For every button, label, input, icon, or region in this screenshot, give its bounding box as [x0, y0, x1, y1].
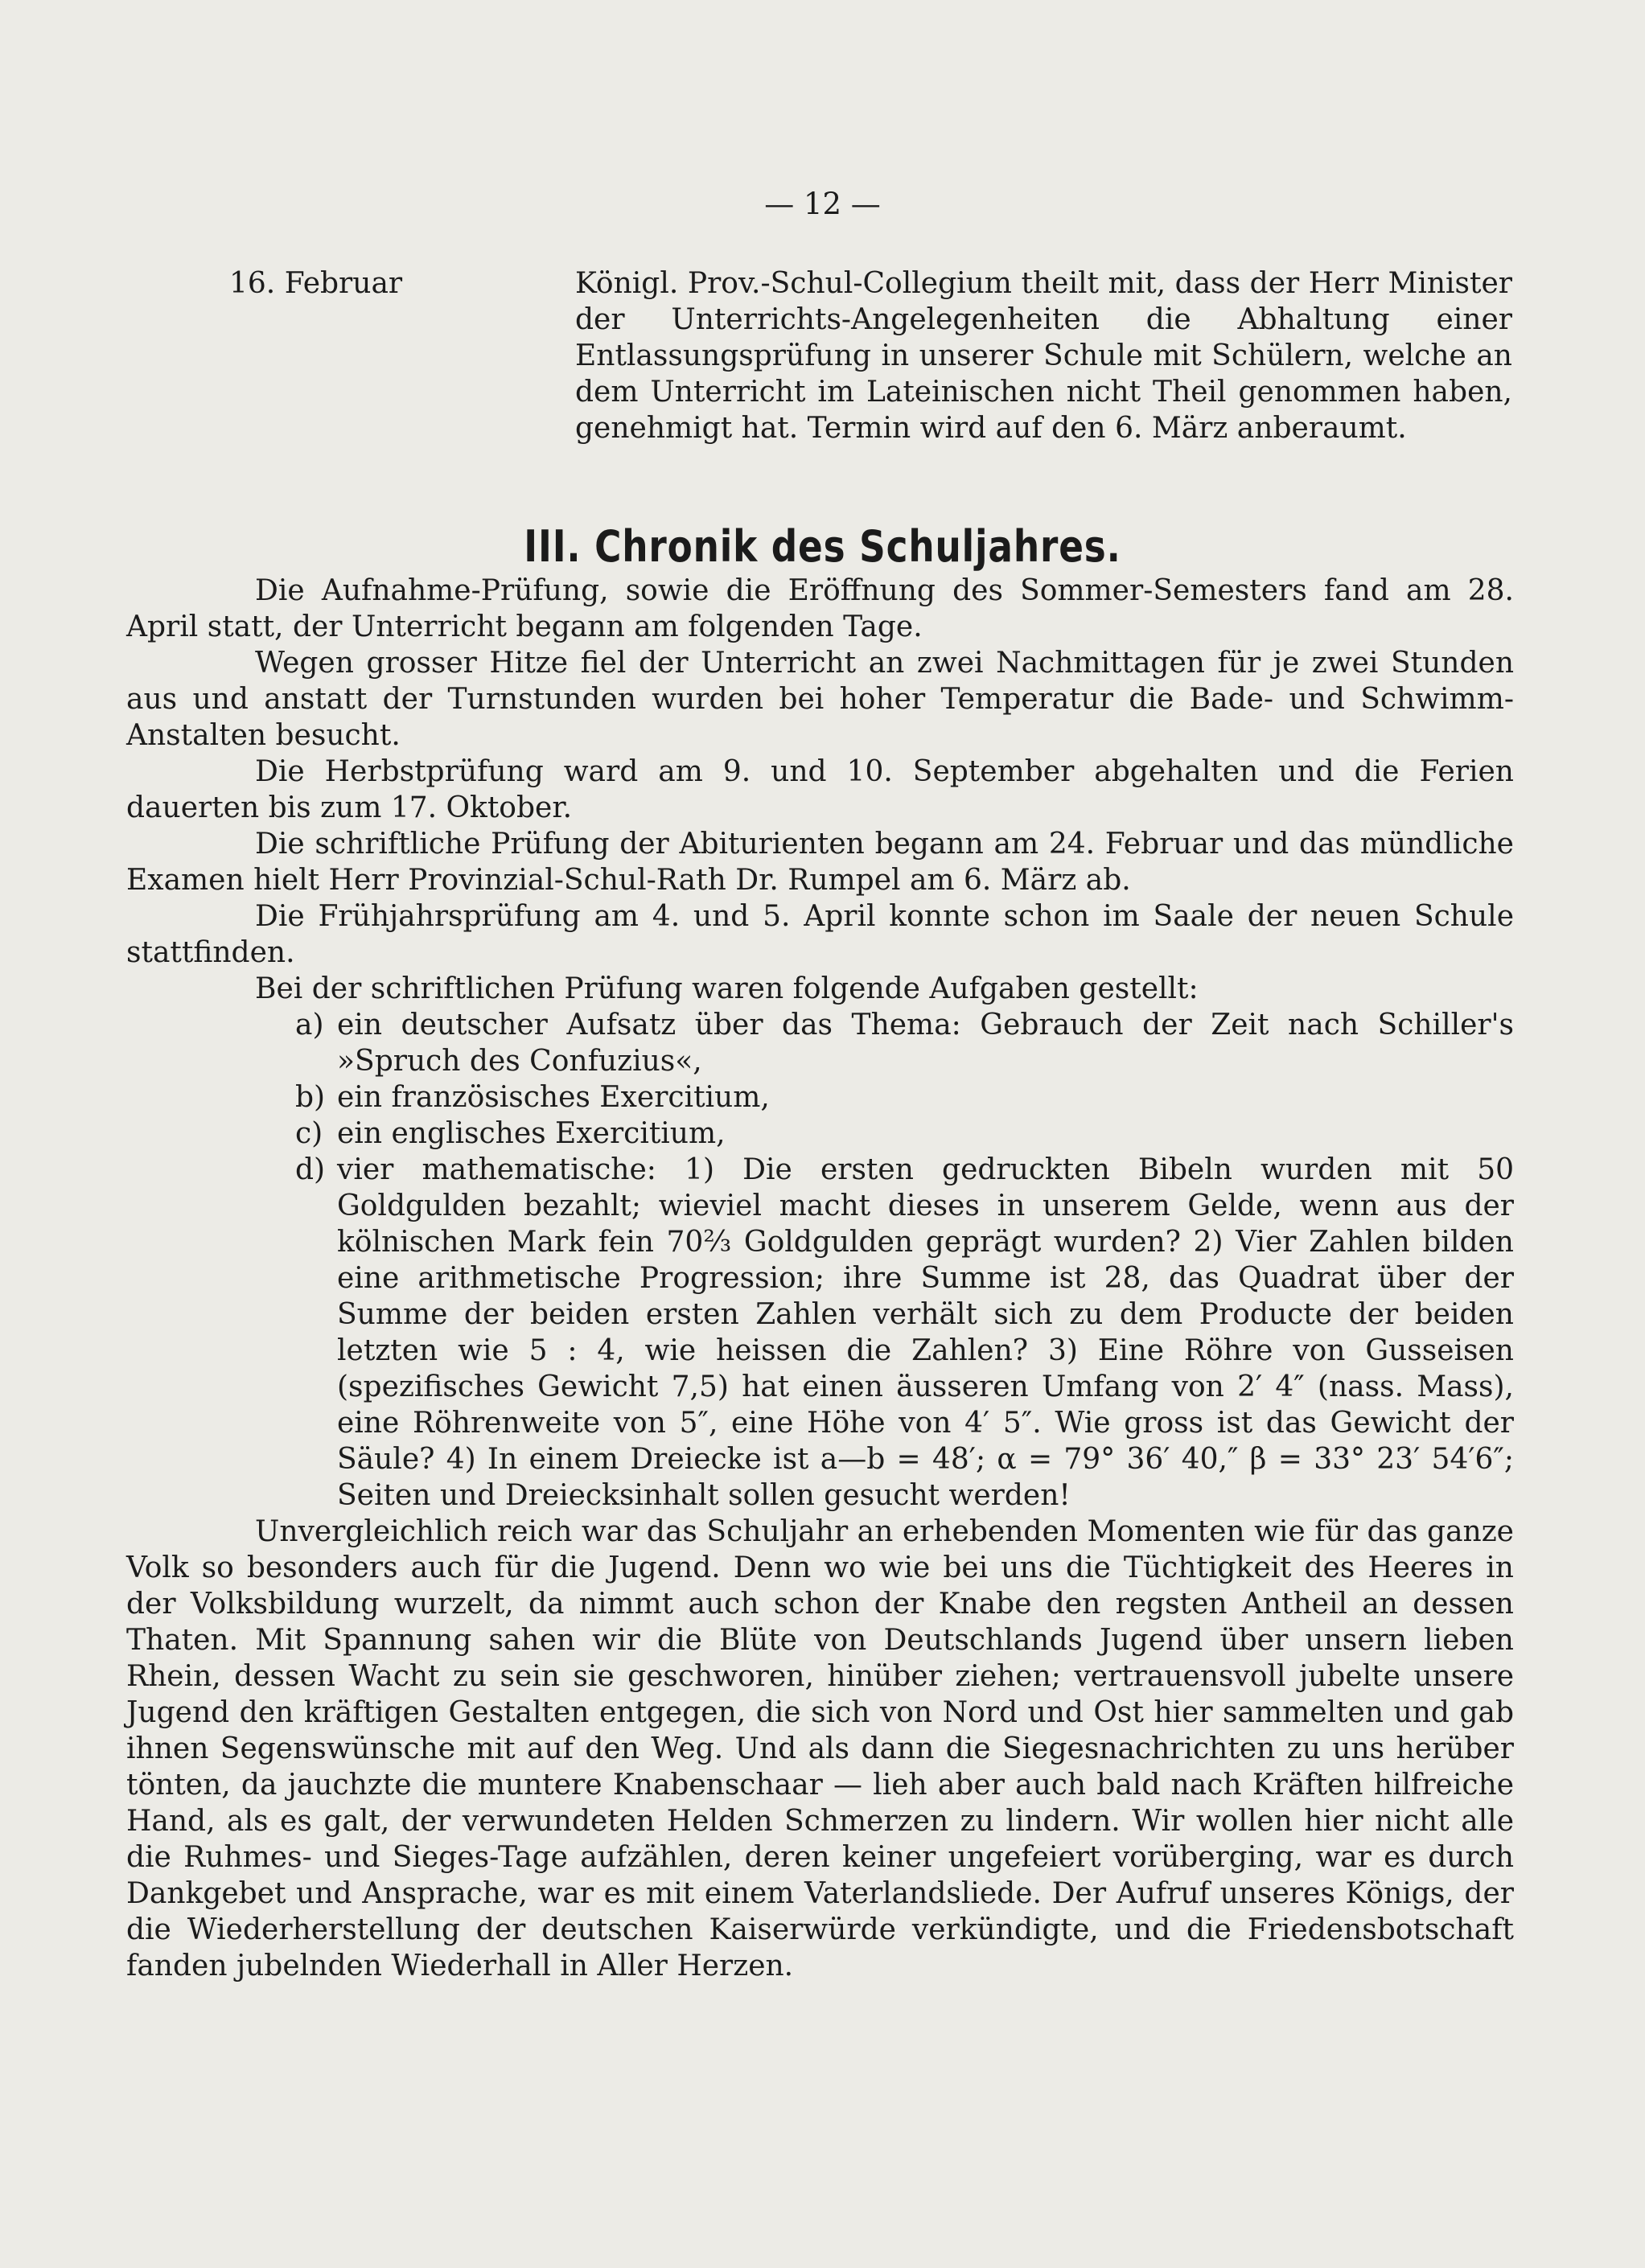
paragraph-fruehjahrspruefung: Die Frühjahrsprüfung am 4. und 5. April konnte schon im Saale der neuen Schule stattfinden.	[126, 900, 1514, 969]
task-letter: a)	[295, 1009, 324, 1042]
section-title: III. Chronik des Schuljahres.	[524, 521, 1121, 572]
task-item	[295, 1007, 1514, 1079]
paragraph-aufgaben-intro: Bei der schriftlichen Prüfung waren folgende Aufgaben gestellt:	[255, 972, 1199, 1005]
paragraph-herbstpruefung: Die Herbstprüfung ward am 9. und 10. September abgehalten und die Ferien dauerten bis zum 17. Oktober.	[126, 755, 1514, 824]
task-text: ein deutscher Aufsatz über das Thema: Gebrauch der Zeit nach Schiller's »Spruch des Confuzius«,	[337, 1009, 1514, 1078]
task-letter: c)	[295, 1117, 323, 1150]
paragraph-abiturienten: Die schriftliche Prüfung der Abiturienten begann am 24. Februar und das mündliche Examen hielt Herr Provinzial-Schul-Rath Dr. Rumpel am 6. März ab.	[126, 828, 1514, 897]
task-item	[295, 1116, 1514, 1152]
task-text: ein französisches Exercitium,	[337, 1081, 770, 1114]
task-item	[295, 1152, 1514, 1514]
paragraph-closing: Unvergleichlich reich war das Schuljahr an erhebenden Momenten wie für das ganze Volk so besonders auch für die Jugend. Denn wo wie bei uns die Tüchtigkeit des Heeres in der Volksbildung wurzelt, da nimmt auch schon der Knabe den regsten Antheil an dessen Thaten. Mit Spannung sahen wir die Blüte von Deutschlands Jugend über unsern lieben Rhein, dessen Wacht zu sein sie geschworen, hinüber ziehen; vertrauensvoll jubelte unsere Jugend den kräftigen Gestalten entgegen, die sich von Nord und Ost hier sammelten und gab ihnen Segenswünsche mit auf den Weg. Und als dann die Siegesnachrichten zu uns herüber tönten, da jauchzte die muntere Knabenschaar — lieh aber auch bald nach Kräften hilfreiche Hand, als es galt, der verwundeten Helden Schmerzen zu lindern. Wir wollen hier nicht alle die Ruhmes- und Sieges-Tage aufzählen, deren keiner ungefeiert vorüberging, war es durch Dankgebet und Ansprache, war es mit einem Vaterlandsliede. Der Aufruf unseres Königs, der die Wiederherstellung der deutschen Kaiserwürde verkündigte, und die Friedensbotschaft fanden jubelnden Wiederhall in Aller Herzen.	[126, 1515, 1514, 1982]
task-letter: b)	[295, 1081, 326, 1114]
entry-text: Königl. Prov.-Schul-Collegium theilt mit, dass der Herr Minister der Unterrichts-Angelegenheiten die Abhaltung einer Entlassungsprüfung in unserer Schule mit Schülern, welche an dem Unterricht im Lateinischen nicht Theil genommen haben, genehmigt hat. Termin wird auf den 6. März anberaumt.	[575, 267, 1512, 445]
page-number: — 12 —	[764, 187, 881, 221]
paragraph-aufnahme: Die Aufnahme-Prüfung, sowie die Eröffnung des Sommer-Semesters fand am 28. April statt, der Unterricht begann am folgenden Tage.	[126, 574, 1514, 643]
chronicle-entry	[229, 265, 1516, 483]
paragraph-hitze: Wegen grosser Hitze fiel der Unterricht an zwei Nachmittagen für je zwei Stunden aus und anstatt der Turnstunden wurden bei hoher Temperatur die Bade- und Schwimm-Anstalten besucht.	[126, 647, 1514, 752]
task-letter: d)	[295, 1153, 326, 1186]
task-text: vier mathematische: 1) Die ersten gedruckten Bibeln wurden mit 50 Goldgulden bezahlt; wieviel macht dieses in unserem Gelde, wenn aus der kölnischen Mark fein 70⅔ Goldgulden geprägt wurden? 2) Vier Zahlen bilden eine arithmetische Progression; ihre Summe ist 28, das Quadrat über der Summe der beiden ersten Zahlen verhält sich zu dem Producte der beiden letzten wie 5 : 4, wie heissen die Zahlen? 3) Eine Röhre von Gusseisen (spezifisches Gewicht 7,5) hat einen äusseren Umfang von 2′ 4″ (nass. Mass), eine Röhrenweite von 5″, eine Höhe von 4′ 5″. Wie gross ist das Gewicht der Säule? 4) In einem Dreiecke ist a—b = 48′; α = 79° 36′ 40,″ β = 33° 23′ 54′6″; Seiten und Dreiecksinhalt sollen gesucht werden!	[337, 1153, 1514, 1512]
entry-date: 16. Februar	[229, 267, 403, 300]
task-item	[295, 1079, 1514, 1116]
task-list	[295, 1007, 1514, 1514]
body-text	[126, 573, 1514, 1984]
task-text: ein englisches Exercitium,	[337, 1117, 726, 1150]
